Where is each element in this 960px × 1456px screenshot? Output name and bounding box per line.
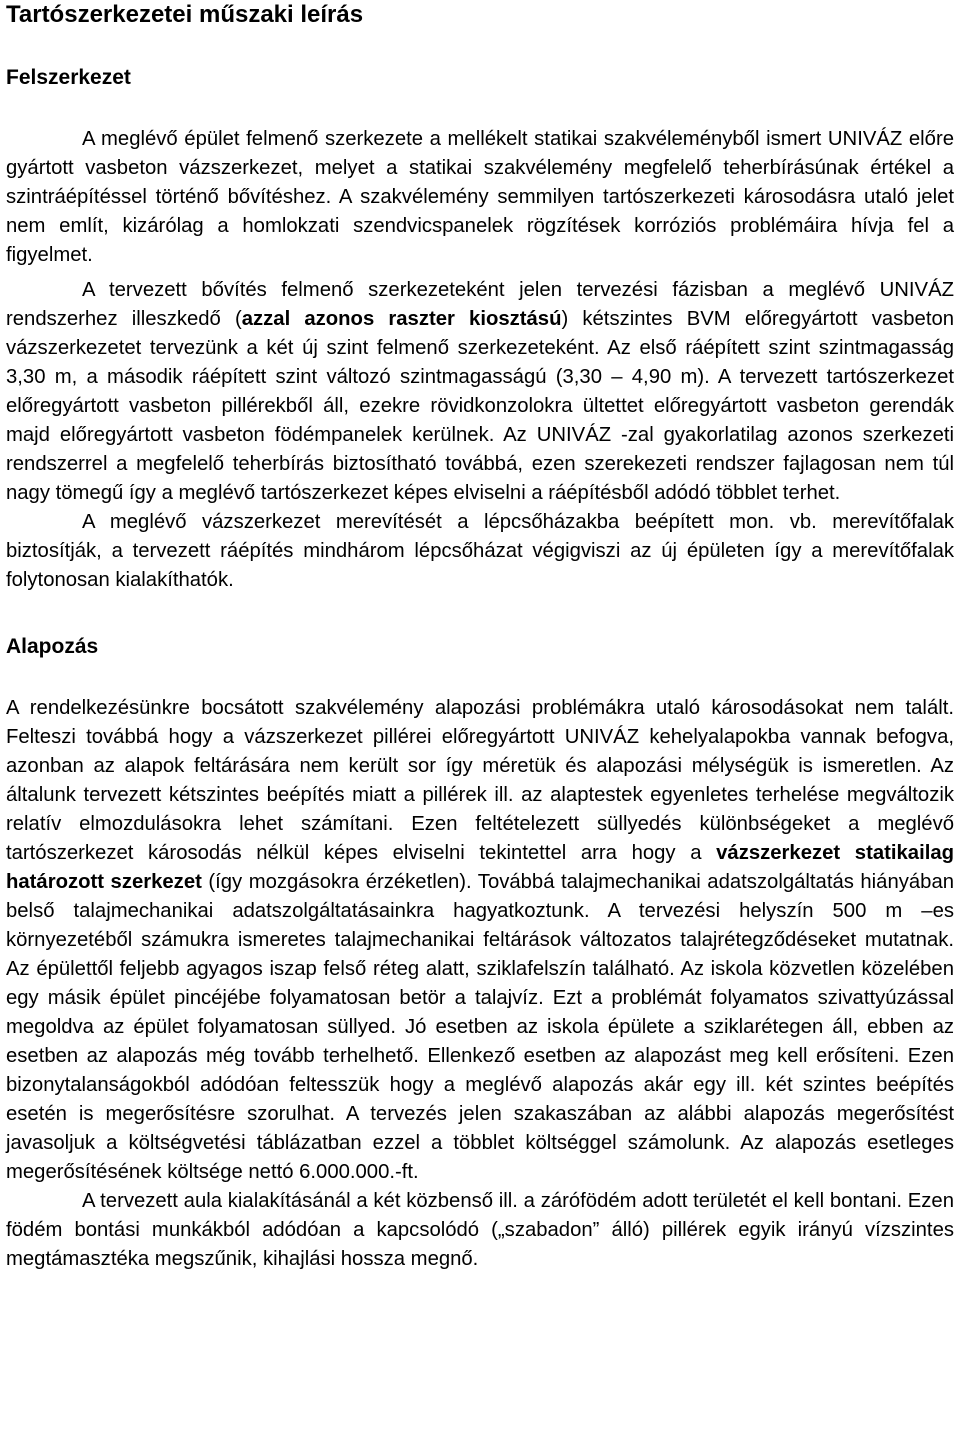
felszerkezet-paragraph-2: [6, 276, 954, 508]
paragraph-text: A rendelkezésünkre bocsátott szakvélemény alapozási problémákra utaló károsodásokat nem talált. Felteszi továbbá hogy a vázszerkezet pillérei előregyártott UNIVÁZ kehelyalapokba vannak befogva, azonban az alapok feltárására nem került sor így méretük és alapozási mélységük is ismeretlen. Az általunk tervezett kétszintes beépítés miatt a pillérek ill. az alaptestek egyenletes terhelése megváltozik relatív elmozdulásokra lehet számítani. Ezen feltételezett süllyedés különbségeket a meglévő tartószerkezet károsodás nélkül képes elviselni tekintettel arra hogy a: [6, 697, 954, 864]
felszerkezet-paragraph-1: A meglévő épület felmenő szerkezete a mellékelt statikai szakvéleményből ismert UNIVÁZ előre gyártott vasbeton vázszerkezet, melyet a statikai szakvélemény megfelelő teherbírásúnak értékel a szintráépítéssel történő bővítéshez. A szakvélemény semmilyen tartószerkezeti károsodásra utaló jelet nem említ, kizárólag a homlokzati szendvicspanelek rögzítések korróziós problémáira hívja fel a figyelmet.: [6, 128, 954, 266]
alapozas-paragraph-1: [6, 694, 954, 1187]
bold-emphasis: vázszerkezet statikailag határozott szerkezet: [6, 842, 955, 893]
document-title: Tartószerkezetei műszaki leírás: [6, 1, 364, 28]
felszerkezet-paragraph-3: A meglévő vázszerkezet merevítését a lépcsőházakba beépített mon. vb. merevítőfalak biztosítják, a tervezett ráépítés mindhárom lépcsőházat végigviszi az új épületen így a merevítőfalak folytonosan kialakíthatók.: [6, 511, 954, 591]
paragraph-text: (így mozgásokra érzéketlen). Továbbá talajmechanikai adatszolgáltatás hiányában belső talajmechanikai adatszolgáltatásainkra hagyatkoztunk. A tervezési helyszín 500 m –es környezetéből számukra ismeretes talajmechanikai feltárások változatos talajrétegződéseket mutatnak. Az épülettől feljebb agyagos iszap felső réteg alatt, sziklafelszín található. Az iskola közvetlen közelében egy másik épület pincéjébe folyamatosan betör a talajvíz. Ezt a problémát folyamatos szivattyúzással megoldva az épület folyamatosan süllyed. Jó esetben az iskola épülete a sziklarétegen áll, ebben az esetben az alapozás még tovább terhelhető. Ellenkező esetben az alapozást meg kell erősíteni. Ezen bizonytalanságokból adódóan feltesszük hogy a meglévő alapozás akár egy ill. két szintes beépítés esetén is megerősítésre szorulhat. A tervezés jelen szakaszában az alábbi alapozás megerősítést javasoljuk a költségvetési táblázatban ezzel a többlet költséggel számolunk. Az alapozás esetleges megerősítésének költsége nettó 6.000.000.-ft.: [6, 871, 954, 1183]
bold-emphasis: azzal azonos raszter kiosztású: [241, 308, 562, 330]
paragraph-text: ) kétszintes BVM előregyártott vasbeton vázszerkezetet tervezünk a két új szint felmenő szerkezeteként. Az első ráépített szint szintmagasság 3,30 m, a második ráépített szint változó szintmagasságú (3,30 – 4,90 m). A tervezett tartószerkezet előregyártott vasbeton pillérekből áll, ezekre rövidkonzolokra ültettet előregyártott vasbeton gerendák majd előregyártott vasbeton födémpanelek kerülnek. Az UNIVÁZ -zal gyakorlatilag azonos szerkezeti rendszerrel a megfelelő teherbírás biztosítható továbbá, ezen szerekezeti rendszer fajlagosan nem túl nagy tömegű így a meglévő tartószerkezet képes elviselni a ráépítésből adódó többlet terhet.: [6, 308, 955, 504]
section-heading-felszerkezet: Felszerkezet: [6, 66, 131, 89]
paragraph-text: A tervezett bővítés felmenő szerkezeteként jelen tervezési fázisban a meglévő UNIVÁZ rendszerhez illeszkedő (: [6, 279, 954, 330]
section-heading-alapozas: Alapozás: [6, 635, 99, 658]
alapozas-paragraph-2: A tervezett aula kialakításánál a két közbenső ill. a zárófödém adott területét el kell bontani. Ezen födém bontási munkákból adódóan a kapcsolódó („szabadon” álló) pillérek egyik irányú vízszintes megtámasztéka megszűnik, kihajlási hossza megnő.: [6, 1190, 954, 1270]
